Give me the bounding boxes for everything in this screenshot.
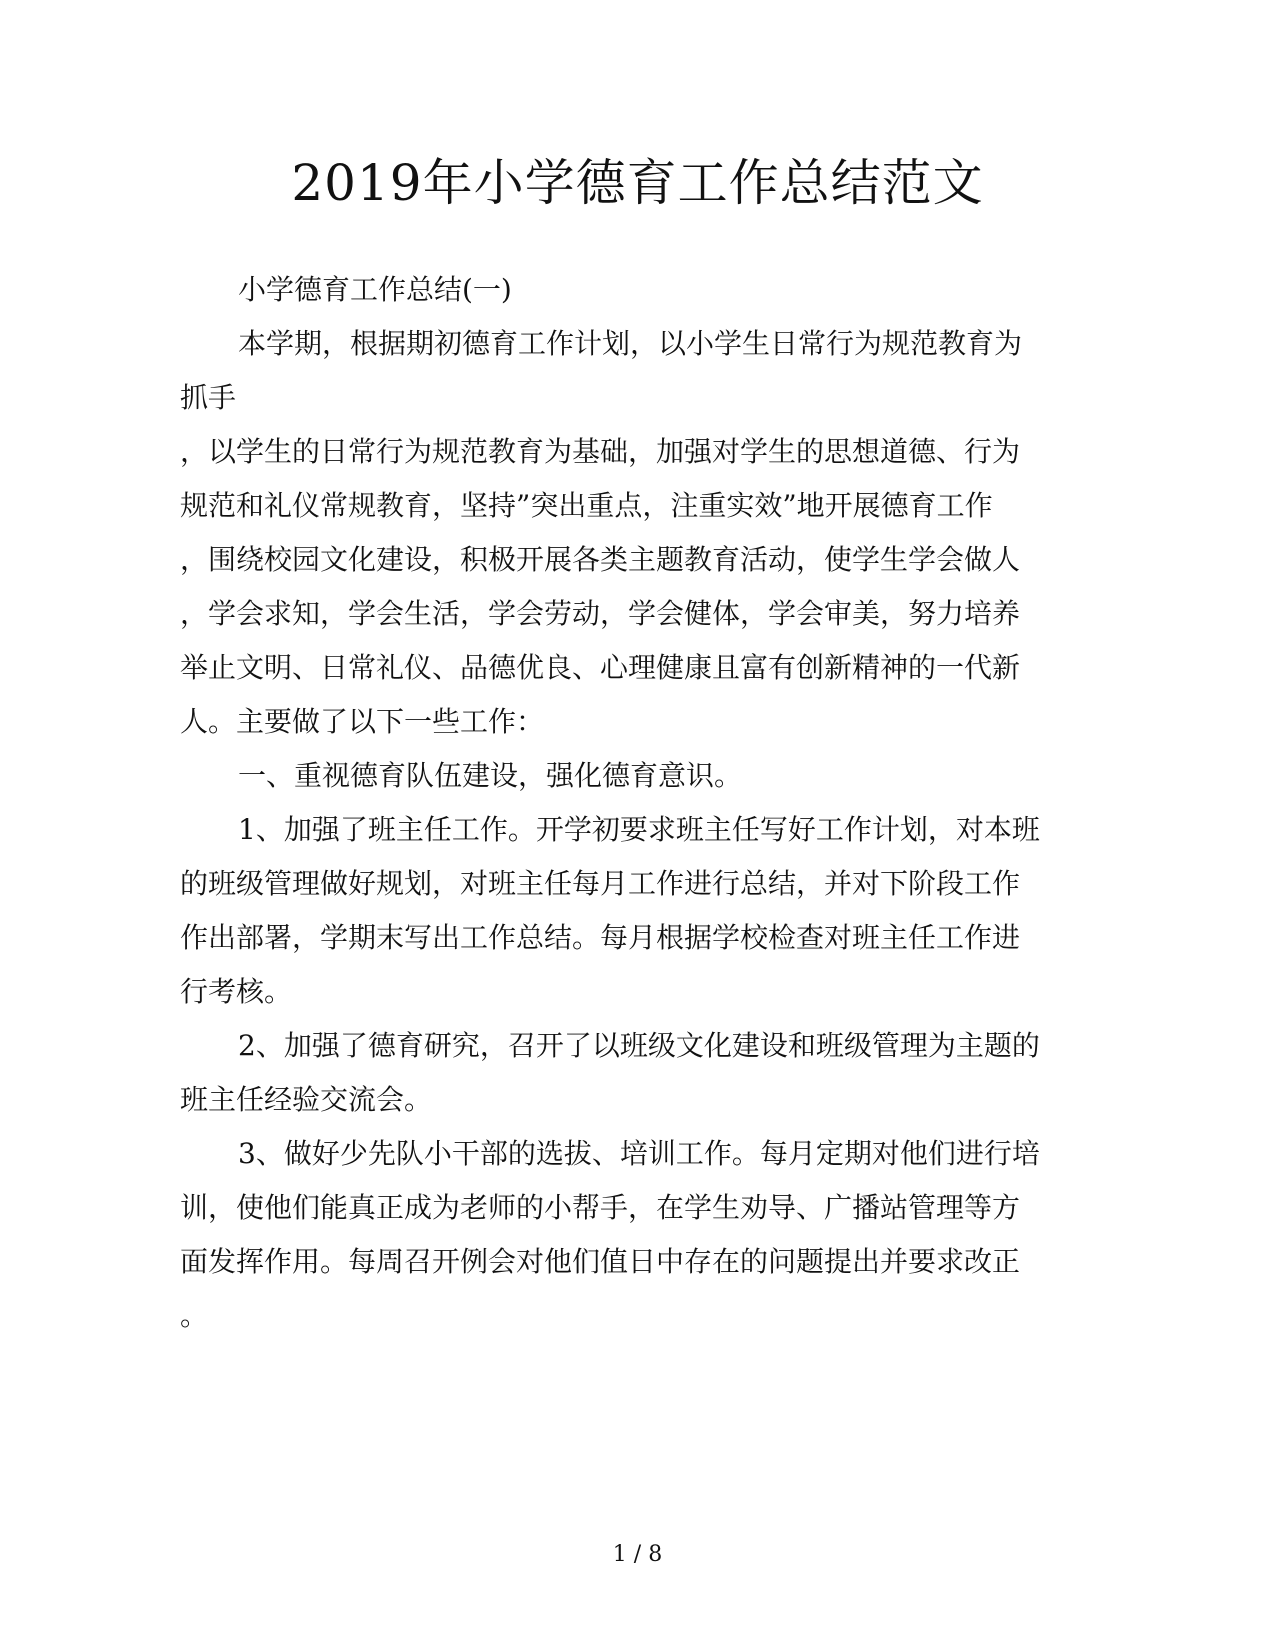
body-line: ，以学生的日常行为规范教育为基础，加强对学生的思想道德、行为 (180, 435, 1021, 468)
body-line: 行考核。 (180, 975, 293, 1008)
body-line: 班主任经验交流会。 (180, 1083, 433, 1116)
section-heading: 一、重视德育队伍建设，强化德育意识。 (238, 759, 743, 792)
body-line: 。 (180, 1299, 209, 1332)
section-heading: 小学德育工作总结(一) (238, 273, 512, 306)
body-line: 训，使他们能真正成为老师的小帮手，在学生劝导、广播站管理等方 (180, 1191, 1021, 1224)
body-line: 的班级管理做好规划，对班主任每月工作进行总结，并对下阶段工作 (180, 867, 1021, 900)
page-title: 2019年小学德育工作总结范文 (291, 154, 984, 212)
body-line: 3、做好少先队小干部的选拔、培训工作。每月定期对他们进行培 (238, 1137, 1040, 1170)
page-number: 1 / 8 (612, 1542, 663, 1567)
body-line: ，学会求知，学会生活，学会劳动，学会健体，学会审美，努力培养 (180, 597, 1021, 630)
body-line: 规范和礼仪常规教育，坚持”突出重点，注重实效”地开展德育工作 (180, 489, 993, 522)
body-line: 抓手 (180, 381, 237, 414)
body-line: ，围绕校园文化建设，积极开展各类主题教育活动，使学生学会做人 (180, 543, 1021, 576)
body-line: 2、加强了德育研究，召开了以班级文化建设和班级管理为主题的 (238, 1029, 1040, 1062)
body-line: 举止文明、日常礼仪、品德优良、心理健康且富有创新精神的一代新 (180, 651, 1021, 684)
body-line: 1、加强了班主任工作。开学初要求班主任写好工作计划，对本班 (238, 813, 1040, 846)
body-line: 本学期，根据期初德育工作计划，以小学生日常行为规范教育为 (238, 327, 1023, 360)
body-line: 面发挥作用。每周召开例会对他们值日中存在的问题提出并要求改正 (180, 1245, 1021, 1278)
body-line: 人。主要做了以下一些工作： (180, 705, 545, 738)
body-line: 作出部署，学期末写出工作总结。每月根据学校检查对班主任工作进 (180, 921, 1021, 954)
